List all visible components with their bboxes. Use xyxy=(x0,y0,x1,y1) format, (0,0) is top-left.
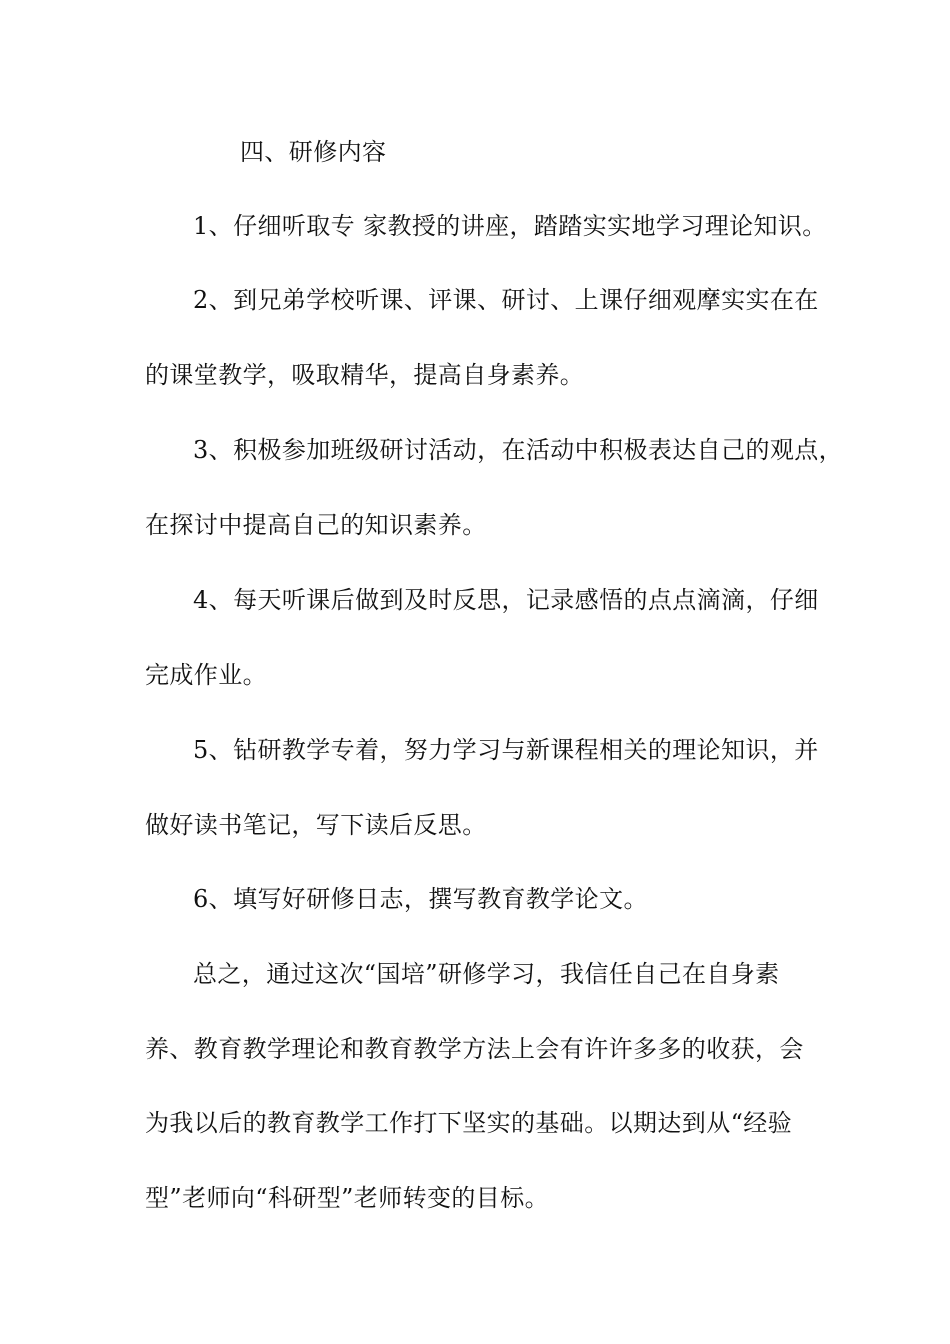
section-heading: 四、研修内容 xyxy=(240,138,387,166)
paragraph-line: 在探讨中提高自己的知识素养。 xyxy=(145,511,487,539)
paragraph-line: 完成作业。 xyxy=(145,661,267,689)
paragraph-line: 为我以后的教育教学工作打下坚实的基础。以期达到从“经验 xyxy=(145,1109,793,1137)
paragraph-line: 做好读书笔记，写下读后反思。 xyxy=(145,811,487,839)
paragraph-line: 的课堂教学，吸取精华，提高自身素养。 xyxy=(145,361,585,389)
paragraph-line: 总之，通过这次“国培”研修学习，我信任自己在自身素 xyxy=(193,960,780,988)
paragraph-line: 4、每天听课后做到及时反思，记录感悟的点点滴滴，仔细 xyxy=(193,586,819,614)
paragraph-line: 1、仔细听取专 家教授的讲座，踏踏实实地学习理论知识。 xyxy=(193,212,827,240)
paragraph-line: 5、钻研教学专着，努力学习与新课程相关的理论知识，并 xyxy=(193,736,819,764)
paragraph-line: 养、教育教学理论和教育教学方法上会有许许多多的收获，会 xyxy=(145,1035,804,1063)
paragraph-line: 3、积极参加班级研讨活动，在活动中积极表达自己的观点， xyxy=(193,436,844,464)
paragraph-line: 2、到兄弟学校听课、评课、研讨、上课仔细观摩实实在在 xyxy=(193,286,819,314)
paragraph-line: 6、填写好研修日志，撰写教育教学论文。 xyxy=(193,885,648,913)
paragraph-line: 型”老师向“科研型”老师转变的目标。 xyxy=(145,1184,550,1212)
